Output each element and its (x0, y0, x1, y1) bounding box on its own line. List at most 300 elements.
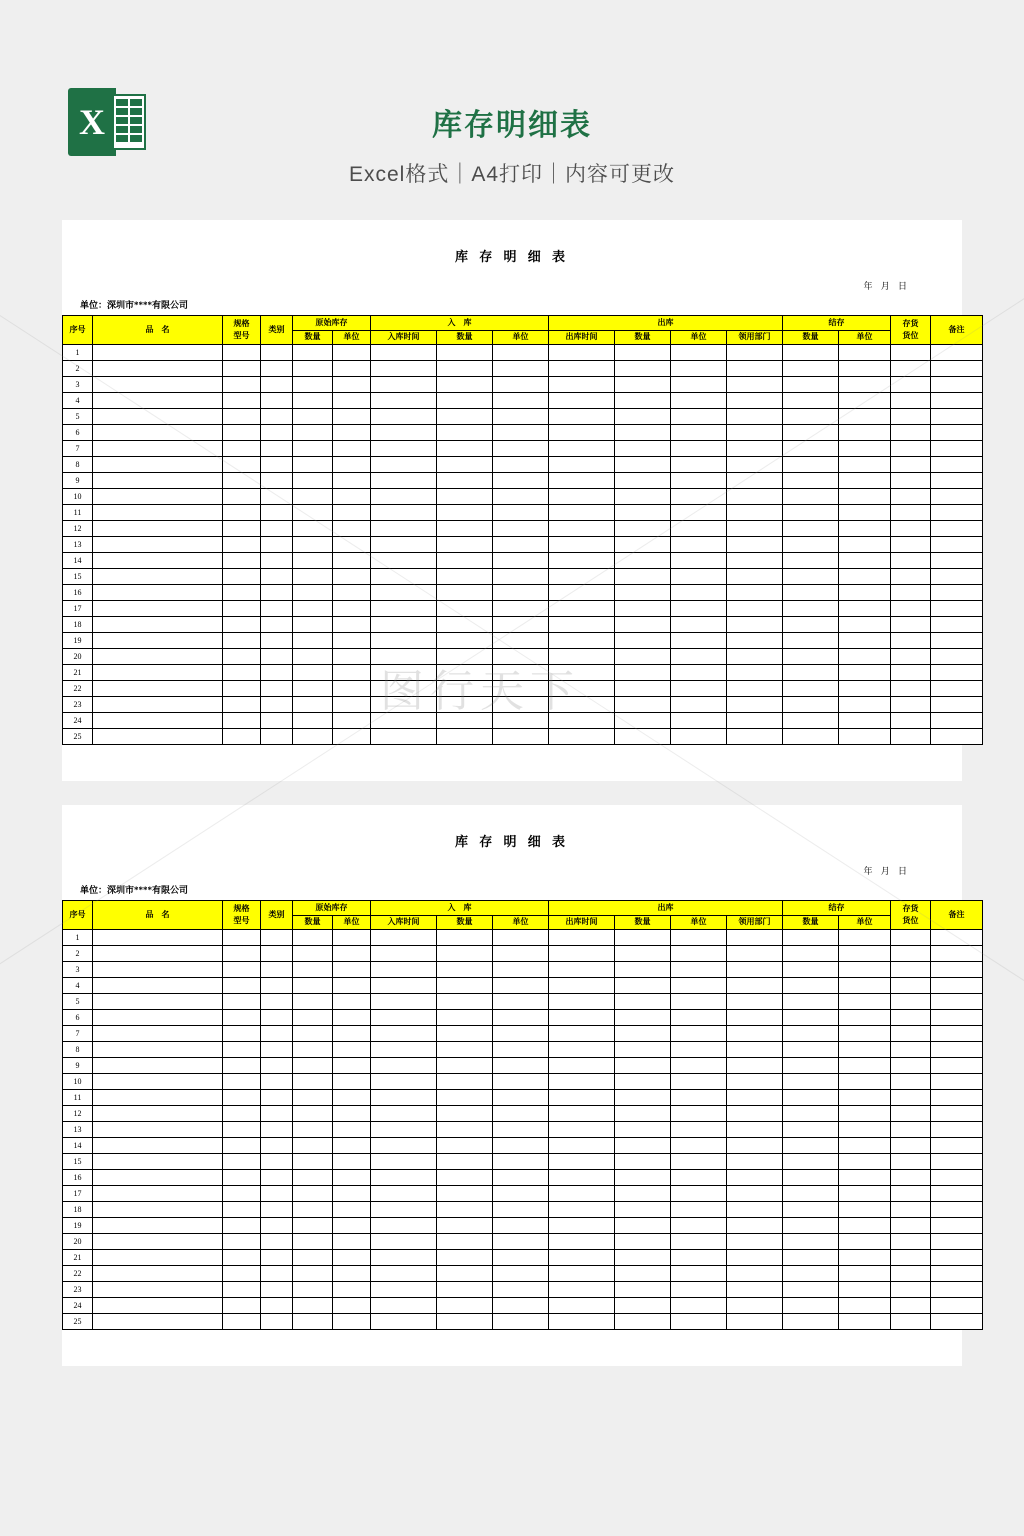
table-cell[interactable] (333, 1154, 371, 1170)
table-cell[interactable] (671, 1202, 727, 1218)
table-cell[interactable] (891, 489, 931, 505)
table-cell[interactable] (333, 521, 371, 537)
table-cell[interactable] (293, 946, 333, 962)
table-cell[interactable] (223, 1138, 261, 1154)
table-cell[interactable] (891, 665, 931, 681)
table-cell[interactable] (437, 1234, 493, 1250)
table-cell[interactable] (493, 1266, 549, 1282)
table-cell[interactable] (727, 697, 783, 713)
table-cell[interactable] (891, 946, 931, 962)
table-cell[interactable] (839, 681, 891, 697)
table-cell[interactable] (615, 978, 671, 994)
table-cell[interactable] (371, 713, 437, 729)
table-cell[interactable] (783, 1074, 839, 1090)
table-cell[interactable] (931, 649, 983, 665)
table-cell[interactable] (931, 473, 983, 489)
table-cell[interactable] (671, 1138, 727, 1154)
table-cell[interactable] (615, 1154, 671, 1170)
table-cell[interactable] (549, 1026, 615, 1042)
table-cell[interactable] (493, 930, 549, 946)
table-cell[interactable] (891, 1298, 931, 1314)
table-cell[interactable] (891, 585, 931, 601)
table-cell[interactable] (261, 553, 293, 569)
table-cell[interactable] (293, 377, 333, 393)
table-cell[interactable] (333, 1234, 371, 1250)
table-cell[interactable] (493, 521, 549, 537)
table-cell[interactable] (493, 946, 549, 962)
table-cell[interactable] (891, 1186, 931, 1202)
table-cell[interactable] (671, 489, 727, 505)
table-cell[interactable] (333, 489, 371, 505)
table-cell[interactable] (371, 994, 437, 1010)
table-cell[interactable] (615, 1058, 671, 1074)
table-cell[interactable] (839, 569, 891, 585)
table-cell[interactable] (839, 713, 891, 729)
table-cell[interactable] (493, 1074, 549, 1090)
table-cell[interactable] (493, 393, 549, 409)
table-cell[interactable] (783, 505, 839, 521)
table-cell[interactable] (727, 1314, 783, 1330)
table-cell[interactable] (93, 1074, 223, 1090)
table-cell[interactable] (261, 1250, 293, 1266)
table-cell[interactable] (261, 489, 293, 505)
table-cell[interactable] (437, 633, 493, 649)
table-cell[interactable] (727, 1010, 783, 1026)
table-cell[interactable] (891, 1026, 931, 1042)
table-cell[interactable] (783, 1042, 839, 1058)
table-cell[interactable] (261, 505, 293, 521)
table-cell[interactable] (293, 361, 333, 377)
table-cell[interactable] (261, 537, 293, 553)
table-cell[interactable] (493, 537, 549, 553)
table-cell[interactable] (293, 457, 333, 473)
table-cell[interactable] (931, 697, 983, 713)
table-cell[interactable] (931, 978, 983, 994)
table-cell[interactable] (333, 1250, 371, 1266)
table-cell[interactable] (549, 1122, 615, 1138)
table-cell[interactable] (223, 1154, 261, 1170)
table-cell[interactable] (727, 1186, 783, 1202)
table-cell[interactable] (839, 697, 891, 713)
table-cell[interactable] (615, 681, 671, 697)
table-cell[interactable] (727, 489, 783, 505)
table-cell[interactable] (293, 1074, 333, 1090)
table-cell[interactable] (615, 1282, 671, 1298)
table-cell[interactable] (839, 946, 891, 962)
table-cell[interactable] (493, 505, 549, 521)
table-cell[interactable] (293, 1026, 333, 1042)
table-cell[interactable] (437, 441, 493, 457)
table-cell[interactable] (839, 1058, 891, 1074)
table-cell[interactable] (549, 1314, 615, 1330)
table-cell[interactable] (783, 1202, 839, 1218)
table-cell[interactable] (333, 393, 371, 409)
table-cell[interactable] (437, 537, 493, 553)
table-cell[interactable] (891, 697, 931, 713)
table-cell[interactable] (891, 1058, 931, 1074)
table-cell[interactable] (615, 633, 671, 649)
table-cell[interactable] (671, 1218, 727, 1234)
table-cell[interactable] (549, 1154, 615, 1170)
table-cell[interactable] (437, 553, 493, 569)
table-cell[interactable] (549, 393, 615, 409)
table-cell[interactable] (223, 1042, 261, 1058)
table-cell[interactable] (261, 377, 293, 393)
table-cell[interactable] (261, 633, 293, 649)
table-cell[interactable] (839, 617, 891, 633)
table-cell[interactable] (437, 946, 493, 962)
table-cell[interactable] (839, 1202, 891, 1218)
table-cell[interactable] (549, 1250, 615, 1266)
table-cell[interactable] (615, 601, 671, 617)
table-cell[interactable] (931, 505, 983, 521)
table-cell[interactable] (333, 978, 371, 994)
table-cell[interactable] (783, 1298, 839, 1314)
table-cell[interactable] (371, 1170, 437, 1186)
table-cell[interactable] (437, 457, 493, 473)
table-cell[interactable] (549, 489, 615, 505)
table-cell[interactable] (891, 1090, 931, 1106)
table-cell[interactable] (93, 1250, 223, 1266)
table-cell[interactable] (371, 1314, 437, 1330)
table-cell[interactable] (437, 978, 493, 994)
table-cell[interactable] (727, 994, 783, 1010)
table-cell[interactable] (615, 946, 671, 962)
table-cell[interactable] (549, 585, 615, 601)
table-cell[interactable] (783, 1154, 839, 1170)
table-cell[interactable] (671, 1266, 727, 1282)
table-cell[interactable] (493, 1122, 549, 1138)
table-cell[interactable] (615, 457, 671, 473)
table-cell[interactable] (261, 1042, 293, 1058)
table-cell[interactable] (437, 1138, 493, 1154)
table-cell[interactable] (549, 505, 615, 521)
table-cell[interactable] (783, 649, 839, 665)
table-cell[interactable] (437, 1154, 493, 1170)
table-cell[interactable] (839, 1074, 891, 1090)
table-cell[interactable] (493, 1282, 549, 1298)
table-cell[interactable] (93, 633, 223, 649)
table-cell[interactable] (615, 345, 671, 361)
table-cell[interactable] (293, 1106, 333, 1122)
table-cell[interactable] (293, 1298, 333, 1314)
table-cell[interactable] (931, 425, 983, 441)
table-cell[interactable] (333, 962, 371, 978)
table-cell[interactable] (727, 1282, 783, 1298)
table-cell[interactable] (727, 1250, 783, 1266)
table-cell[interactable] (371, 1298, 437, 1314)
table-cell[interactable] (615, 1170, 671, 1186)
table-cell[interactable] (437, 1074, 493, 1090)
table-cell[interactable] (671, 1106, 727, 1122)
table-cell[interactable] (671, 946, 727, 962)
table-cell[interactable] (223, 1010, 261, 1026)
table-cell[interactable] (931, 1058, 983, 1074)
table-cell[interactable] (783, 361, 839, 377)
table-cell[interactable] (891, 1250, 931, 1266)
table-cell[interactable] (261, 1186, 293, 1202)
table-cell[interactable] (293, 994, 333, 1010)
table-cell[interactable] (293, 1154, 333, 1170)
table-cell[interactable] (931, 994, 983, 1010)
table-cell[interactable] (371, 1058, 437, 1074)
table-cell[interactable] (333, 505, 371, 521)
table-cell[interactable] (223, 1218, 261, 1234)
table-cell[interactable] (261, 1010, 293, 1026)
table-cell[interactable] (891, 441, 931, 457)
table-cell[interactable] (493, 361, 549, 377)
table-cell[interactable] (839, 962, 891, 978)
table-cell[interactable] (891, 1138, 931, 1154)
table-cell[interactable] (891, 569, 931, 585)
table-cell[interactable] (371, 1138, 437, 1154)
table-cell[interactable] (371, 569, 437, 585)
table-cell[interactable] (223, 537, 261, 553)
table-cell[interactable] (371, 930, 437, 946)
table-cell[interactable] (223, 729, 261, 745)
table-cell[interactable] (437, 393, 493, 409)
table-cell[interactable] (493, 713, 549, 729)
table-cell[interactable] (615, 441, 671, 457)
table-cell[interactable] (783, 473, 839, 489)
table-cell[interactable] (293, 473, 333, 489)
table-cell[interactable] (333, 1186, 371, 1202)
table-cell[interactable] (333, 1314, 371, 1330)
table-cell[interactable] (261, 729, 293, 745)
table-cell[interactable] (783, 377, 839, 393)
table-cell[interactable] (293, 489, 333, 505)
table-cell[interactable] (333, 1058, 371, 1074)
table-cell[interactable] (261, 697, 293, 713)
table-cell[interactable] (839, 1250, 891, 1266)
table-cell[interactable] (371, 649, 437, 665)
table-cell[interactable] (93, 1026, 223, 1042)
table-cell[interactable] (261, 665, 293, 681)
table-cell[interactable] (333, 585, 371, 601)
table-cell[interactable] (549, 697, 615, 713)
table-cell[interactable] (549, 1106, 615, 1122)
table-cell[interactable] (223, 489, 261, 505)
table-cell[interactable] (223, 1298, 261, 1314)
table-cell[interactable] (727, 521, 783, 537)
table-cell[interactable] (615, 1122, 671, 1138)
table-cell[interactable] (615, 930, 671, 946)
table-cell[interactable] (839, 978, 891, 994)
table-cell[interactable] (615, 521, 671, 537)
table-cell[interactable] (223, 1314, 261, 1330)
table-cell[interactable] (615, 409, 671, 425)
table-cell[interactable] (891, 1218, 931, 1234)
table-cell[interactable] (727, 1266, 783, 1282)
table-cell[interactable] (671, 425, 727, 441)
table-cell[interactable] (783, 425, 839, 441)
table-cell[interactable] (93, 1218, 223, 1234)
table-cell[interactable] (333, 1218, 371, 1234)
table-cell[interactable] (371, 697, 437, 713)
table-cell[interactable] (93, 1106, 223, 1122)
table-cell[interactable] (293, 617, 333, 633)
table-cell[interactable] (371, 425, 437, 441)
table-cell[interactable] (437, 1202, 493, 1218)
table-cell[interactable] (549, 457, 615, 473)
table-cell[interactable] (261, 681, 293, 697)
table-cell[interactable] (333, 345, 371, 361)
table-cell[interactable] (293, 713, 333, 729)
table-cell[interactable] (671, 585, 727, 601)
table-cell[interactable] (727, 617, 783, 633)
table-cell[interactable] (931, 1090, 983, 1106)
table-cell[interactable] (549, 521, 615, 537)
table-cell[interactable] (293, 505, 333, 521)
table-cell[interactable] (783, 393, 839, 409)
table-cell[interactable] (293, 1234, 333, 1250)
table-cell[interactable] (671, 665, 727, 681)
table-cell[interactable] (671, 1122, 727, 1138)
table-cell[interactable] (293, 1090, 333, 1106)
table-cell[interactable] (931, 1074, 983, 1090)
table-cell[interactable] (333, 729, 371, 745)
table-cell[interactable] (93, 377, 223, 393)
table-cell[interactable] (839, 1186, 891, 1202)
table-cell[interactable] (783, 345, 839, 361)
table-cell[interactable] (493, 681, 549, 697)
table-cell[interactable] (931, 1026, 983, 1042)
table-cell[interactable] (261, 393, 293, 409)
table-cell[interactable] (783, 665, 839, 681)
table-cell[interactable] (93, 1010, 223, 1026)
table-cell[interactable] (333, 473, 371, 489)
table-cell[interactable] (371, 441, 437, 457)
table-cell[interactable] (727, 361, 783, 377)
table-cell[interactable] (333, 553, 371, 569)
table-cell[interactable] (371, 553, 437, 569)
table-cell[interactable] (549, 1218, 615, 1234)
table-cell[interactable] (549, 1298, 615, 1314)
table-cell[interactable] (293, 1186, 333, 1202)
table-cell[interactable] (293, 1138, 333, 1154)
table-cell[interactable] (549, 1042, 615, 1058)
table-cell[interactable] (93, 946, 223, 962)
table-cell[interactable] (333, 665, 371, 681)
table-cell[interactable] (261, 521, 293, 537)
table-cell[interactable] (671, 553, 727, 569)
table-cell[interactable] (261, 1234, 293, 1250)
table-cell[interactable] (671, 1314, 727, 1330)
table-cell[interactable] (549, 1170, 615, 1186)
table-cell[interactable] (891, 994, 931, 1010)
table-cell[interactable] (493, 1250, 549, 1266)
table-cell[interactable] (931, 1314, 983, 1330)
table-cell[interactable] (93, 697, 223, 713)
table-cell[interactable] (261, 994, 293, 1010)
table-cell[interactable] (671, 1298, 727, 1314)
table-cell[interactable] (261, 1074, 293, 1090)
table-cell[interactable] (223, 617, 261, 633)
table-cell[interactable] (727, 1042, 783, 1058)
table-cell[interactable] (371, 1266, 437, 1282)
table-cell[interactable] (333, 601, 371, 617)
table-cell[interactable] (371, 1186, 437, 1202)
table-cell[interactable] (437, 1186, 493, 1202)
table-cell[interactable] (333, 1026, 371, 1042)
table-cell[interactable] (839, 473, 891, 489)
table-cell[interactable] (493, 345, 549, 361)
table-cell[interactable] (783, 617, 839, 633)
table-cell[interactable] (549, 569, 615, 585)
table-cell[interactable] (727, 1058, 783, 1074)
table-cell[interactable] (549, 1234, 615, 1250)
table-cell[interactable] (615, 1314, 671, 1330)
table-cell[interactable] (223, 505, 261, 521)
table-cell[interactable] (293, 345, 333, 361)
table-cell[interactable] (931, 585, 983, 601)
table-cell[interactable] (333, 409, 371, 425)
table-cell[interactable] (437, 1058, 493, 1074)
table-cell[interactable] (727, 713, 783, 729)
table-cell[interactable] (931, 681, 983, 697)
table-cell[interactable] (293, 962, 333, 978)
table-cell[interactable] (93, 1090, 223, 1106)
table-cell[interactable] (293, 585, 333, 601)
table-cell[interactable] (437, 681, 493, 697)
table-cell[interactable] (493, 697, 549, 713)
table-cell[interactable] (549, 978, 615, 994)
table-cell[interactable] (93, 521, 223, 537)
table-cell[interactable] (891, 930, 931, 946)
table-cell[interactable] (727, 1090, 783, 1106)
table-cell[interactable] (727, 633, 783, 649)
table-cell[interactable] (839, 585, 891, 601)
table-cell[interactable] (333, 1202, 371, 1218)
table-cell[interactable] (333, 930, 371, 946)
table-cell[interactable] (493, 994, 549, 1010)
table-cell[interactable] (727, 681, 783, 697)
table-cell[interactable] (931, 457, 983, 473)
table-cell[interactable] (333, 1010, 371, 1026)
table-cell[interactable] (333, 994, 371, 1010)
table-cell[interactable] (727, 962, 783, 978)
table-cell[interactable] (223, 697, 261, 713)
table-cell[interactable] (839, 1042, 891, 1058)
table-cell[interactable] (549, 1186, 615, 1202)
table-cell[interactable] (727, 457, 783, 473)
table-cell[interactable] (493, 649, 549, 665)
table-cell[interactable] (931, 617, 983, 633)
table-cell[interactable] (727, 569, 783, 585)
table-cell[interactable] (437, 505, 493, 521)
table-cell[interactable] (671, 1282, 727, 1298)
table-cell[interactable] (93, 393, 223, 409)
table-cell[interactable] (261, 569, 293, 585)
table-cell[interactable] (93, 473, 223, 489)
table-cell[interactable] (333, 537, 371, 553)
table-cell[interactable] (293, 601, 333, 617)
table-cell[interactable] (839, 1122, 891, 1138)
table-cell[interactable] (549, 601, 615, 617)
table-cell[interactable] (293, 1122, 333, 1138)
table-cell[interactable] (333, 441, 371, 457)
table-cell[interactable] (93, 1234, 223, 1250)
table-cell[interactable] (333, 425, 371, 441)
table-cell[interactable] (371, 633, 437, 649)
table-cell[interactable] (261, 649, 293, 665)
table-cell[interactable] (493, 425, 549, 441)
table-cell[interactable] (839, 633, 891, 649)
table-cell[interactable] (93, 681, 223, 697)
table-cell[interactable] (93, 1138, 223, 1154)
table-cell[interactable] (261, 930, 293, 946)
table-cell[interactable] (891, 1042, 931, 1058)
